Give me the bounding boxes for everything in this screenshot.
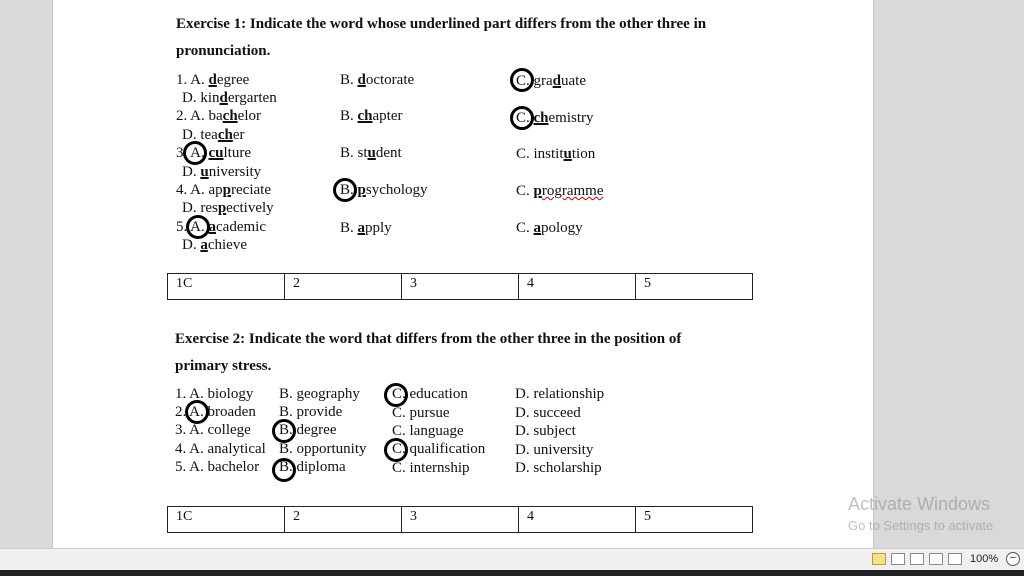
ex2-q2-b: B. provide (279, 404, 343, 420)
ex1-q5-d: D. achieve (182, 237, 247, 253)
taskbar (0, 570, 1024, 576)
ex2-answer-table (167, 506, 753, 533)
ex2-q3-a: 3. A. college (175, 422, 251, 438)
ex2-q1-d: D. relationship (515, 386, 605, 402)
ex2-q1-b: B. geography (279, 386, 360, 402)
ex1-q3-b: B. student (340, 145, 402, 161)
answer-cell-5[interactable]: 5 (636, 507, 753, 533)
ex2-heading-line1: Exercise 2: Indicate the word that differs from the other three in the position of (175, 331, 682, 347)
answer-cell-4[interactable]: 4 (519, 507, 636, 533)
ex2-q4-d: D. university (515, 442, 594, 458)
ex1-q2-a: 2. A. bachelor (176, 108, 261, 124)
ex2-q3-b: B. degree (279, 422, 337, 438)
ex2-q5-a: 5. A. bachelor (175, 459, 260, 475)
ex1-q4-c: C. programme (516, 183, 604, 199)
ex2-q4-b: B. opportunity (279, 441, 367, 457)
answer-cell-5[interactable]: 5 (636, 274, 753, 300)
ex1-answer-table (167, 273, 753, 300)
ex2-q3-d: D. subject (515, 423, 576, 439)
ex2-heading-line2: primary stress. (175, 358, 272, 374)
ex2-q4-a: 4. A. analytical (175, 441, 266, 457)
answer-circle-ex2-q1 (384, 383, 408, 407)
ex1-q3-a: 3. A. culture (176, 145, 252, 161)
answer-cell-2[interactable]: 2 (285, 274, 402, 300)
full-screen-reading-view-icon[interactable] (891, 553, 905, 565)
document-page (52, 0, 874, 548)
ex2-q2-c: C. pursue (392, 405, 450, 421)
ex2-q1-a: 1. A. biology (175, 386, 254, 402)
ex1-q4-b: B. psychology (340, 182, 428, 198)
ex2-q1-c: C. education (392, 386, 468, 402)
ex1-q5-b: B. apply (340, 220, 392, 236)
ex1-q3-d: D. university (182, 164, 262, 180)
answer-circle-ex2-q3 (272, 419, 296, 443)
status-bar (0, 548, 1024, 571)
ex2-q2-d: D. succeed (515, 405, 581, 421)
ex1-q5-c: C. apology (516, 220, 583, 236)
ex1-q4-a: 4. A. appreciate (176, 182, 271, 198)
answer-cell-1[interactable]: 1C (168, 507, 285, 533)
answer-circle-ex2-q4 (384, 438, 408, 462)
ex1-q2-c: C. chemistry (516, 110, 594, 126)
ex1-q1-a: 1. A. degree (176, 72, 250, 88)
ex1-q2-d: D. teacher (182, 127, 245, 143)
ex2-q2-a: 2. A. broaden (175, 404, 256, 420)
activate-windows-subtitle: Go to Settings to activate (848, 518, 994, 533)
answer-cell-2[interactable]: 2 (285, 507, 402, 533)
answer-circle-ex1-q5 (186, 215, 210, 239)
answer-cell-3[interactable]: 3 (402, 507, 519, 533)
ex1-q2-b: B. chapter (340, 108, 403, 124)
ex2-q5-c: C. internship (392, 460, 470, 476)
answer-circle-ex1-q1 (510, 68, 534, 92)
ex1-q1-d: D. kindergarten (182, 90, 277, 106)
answer-cell-4[interactable]: 4 (519, 274, 636, 300)
ex2-q4-c: C. qualification (392, 441, 486, 457)
answer-cell-1[interactable]: 1C (168, 274, 285, 300)
ex1-heading-line1: Exercise 1: Indicate the word whose underlined part differs from the other three in (176, 16, 707, 32)
ex1-q5-a: 5. A. academic (176, 219, 266, 235)
answer-circle-ex1-q3 (183, 141, 207, 165)
activate-windows-title: Activate Windows (848, 494, 991, 514)
draft-view-icon[interactable] (948, 553, 962, 565)
answer-circle-ex2-q5 (272, 458, 296, 482)
table-row (168, 274, 753, 300)
answer-circle-ex2-q2 (185, 400, 209, 424)
web-layout-view-icon[interactable] (910, 553, 924, 565)
ex2-q5-d: D. scholarship (515, 460, 602, 476)
zoom-level[interactable]: 100% (970, 553, 999, 565)
table-row (168, 507, 753, 533)
ex1-heading-line2: pronunciation. (176, 43, 271, 59)
ex2-q3-c: C. language (392, 423, 464, 439)
answer-circle-ex1-q2 (510, 106, 534, 130)
print-layout-view-icon[interactable] (872, 553, 886, 565)
ex2-q5-b: B. diploma (279, 459, 346, 475)
outline-view-icon[interactable] (929, 553, 943, 565)
ex1-q1-b: B. doctorate (340, 72, 415, 88)
zoom-out-button[interactable]: − (1006, 552, 1020, 566)
answer-cell-3[interactable]: 3 (402, 274, 519, 300)
ex1-q3-c: C. institution (516, 146, 596, 162)
answer-circle-ex1-q4 (333, 178, 357, 202)
ex1-q1-c: C. graduate (516, 73, 586, 89)
ex1-q4-d: D. respectively (182, 200, 274, 216)
